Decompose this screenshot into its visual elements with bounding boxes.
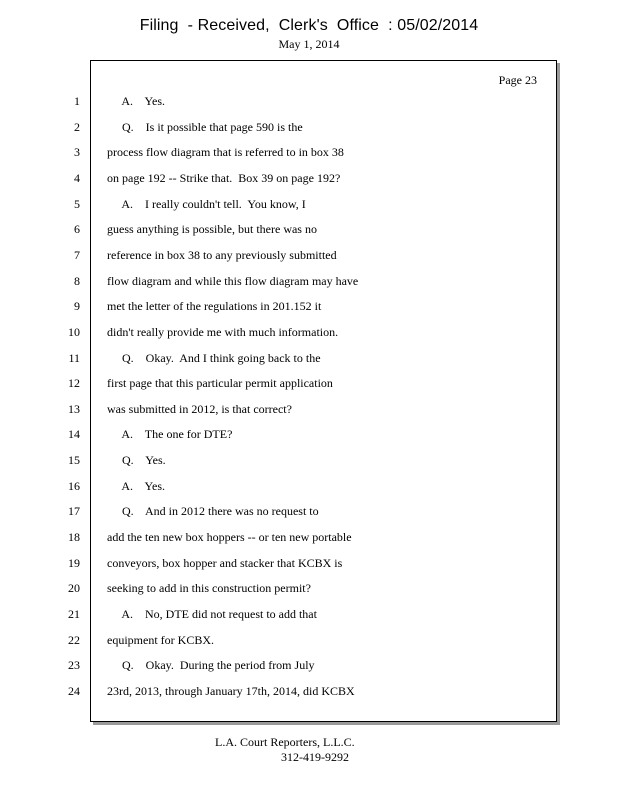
line-text: 23rd, 2013, through January 17th, 2014, did KCBX [107,684,355,698]
line-text: A. No, DTE did not request to add that [107,607,317,621]
footer-phone: 312-419-9292 [281,750,349,764]
line-text: A. Yes. [107,479,166,493]
line-text: conveyors, box hopper and stacker that KCBX is [107,556,343,570]
filing-stamp: Filing - Received, Clerk's Office : 05/02/2014 [139,17,479,34]
line-text: Q. Okay. During the period from July [107,658,315,672]
line-number: 8 [74,274,80,288]
line-number: 10 [68,325,80,339]
line-number: 20 [68,581,80,595]
line-number: 14 [68,427,80,441]
line-text: met the letter of the regulations in 201.152 it [107,299,322,313]
line-text: Q. Okay. And I think going back to the [107,351,321,365]
page-number: Page 23 [498,73,537,87]
line-text: flow diagram and while this flow diagram may have [107,274,359,288]
line-text: Q. And in 2012 there was no request to [107,504,319,518]
line-number: 1 [74,94,80,108]
line-number: 4 [74,171,80,185]
line-text: A. The one for DTE? [107,427,233,441]
line-text: Q. Yes. [107,453,166,467]
line-number: 16 [68,479,80,493]
line-number: 15 [68,453,80,467]
line-text: A. I really couldn't tell. You know, I [107,197,306,211]
line-number: 17 [68,504,80,518]
line-text: seeking to add in this construction permit? [107,581,311,595]
line-text: first page that this particular permit application [107,376,333,390]
transcript-date: May 1, 2014 [278,37,340,51]
line-text: was submitted in 2012, is that correct? [107,402,292,416]
line-number: 22 [68,633,80,647]
line-text: process flow diagram that is referred to in box 38 [107,145,344,159]
line-number: 13 [68,402,80,416]
line-text: A. Yes. [107,94,166,108]
line-number: 7 [74,248,80,262]
line-number: 11 [68,351,80,365]
line-text: reference in box 38 to any previously submitted [107,248,337,262]
line-text: didn't really provide me with much information. [107,325,339,339]
line-text: add the ten new box hoppers -- or ten new portable [107,530,352,544]
line-number: 24 [68,684,80,698]
line-text: equipment for KCBX. [107,633,214,647]
line-number: 19 [68,556,80,570]
line-text: Q. Is it possible that page 590 is the [107,120,303,134]
line-number: 12 [68,376,80,390]
line-number: 9 [74,299,80,313]
line-number: 3 [74,145,80,159]
line-number: 6 [74,222,80,236]
footer-company: L.A. Court Reporters, L.L.C. [215,735,355,749]
line-number: 5 [74,197,80,211]
line-number: 23 [68,658,80,672]
line-text: on page 192 -- Strike that. Box 39 on page 192? [107,171,341,185]
line-number: 21 [68,607,80,621]
line-text: guess anything is possible, but there was no [107,222,317,236]
line-number: 18 [68,530,80,544]
line-number: 2 [74,120,80,134]
